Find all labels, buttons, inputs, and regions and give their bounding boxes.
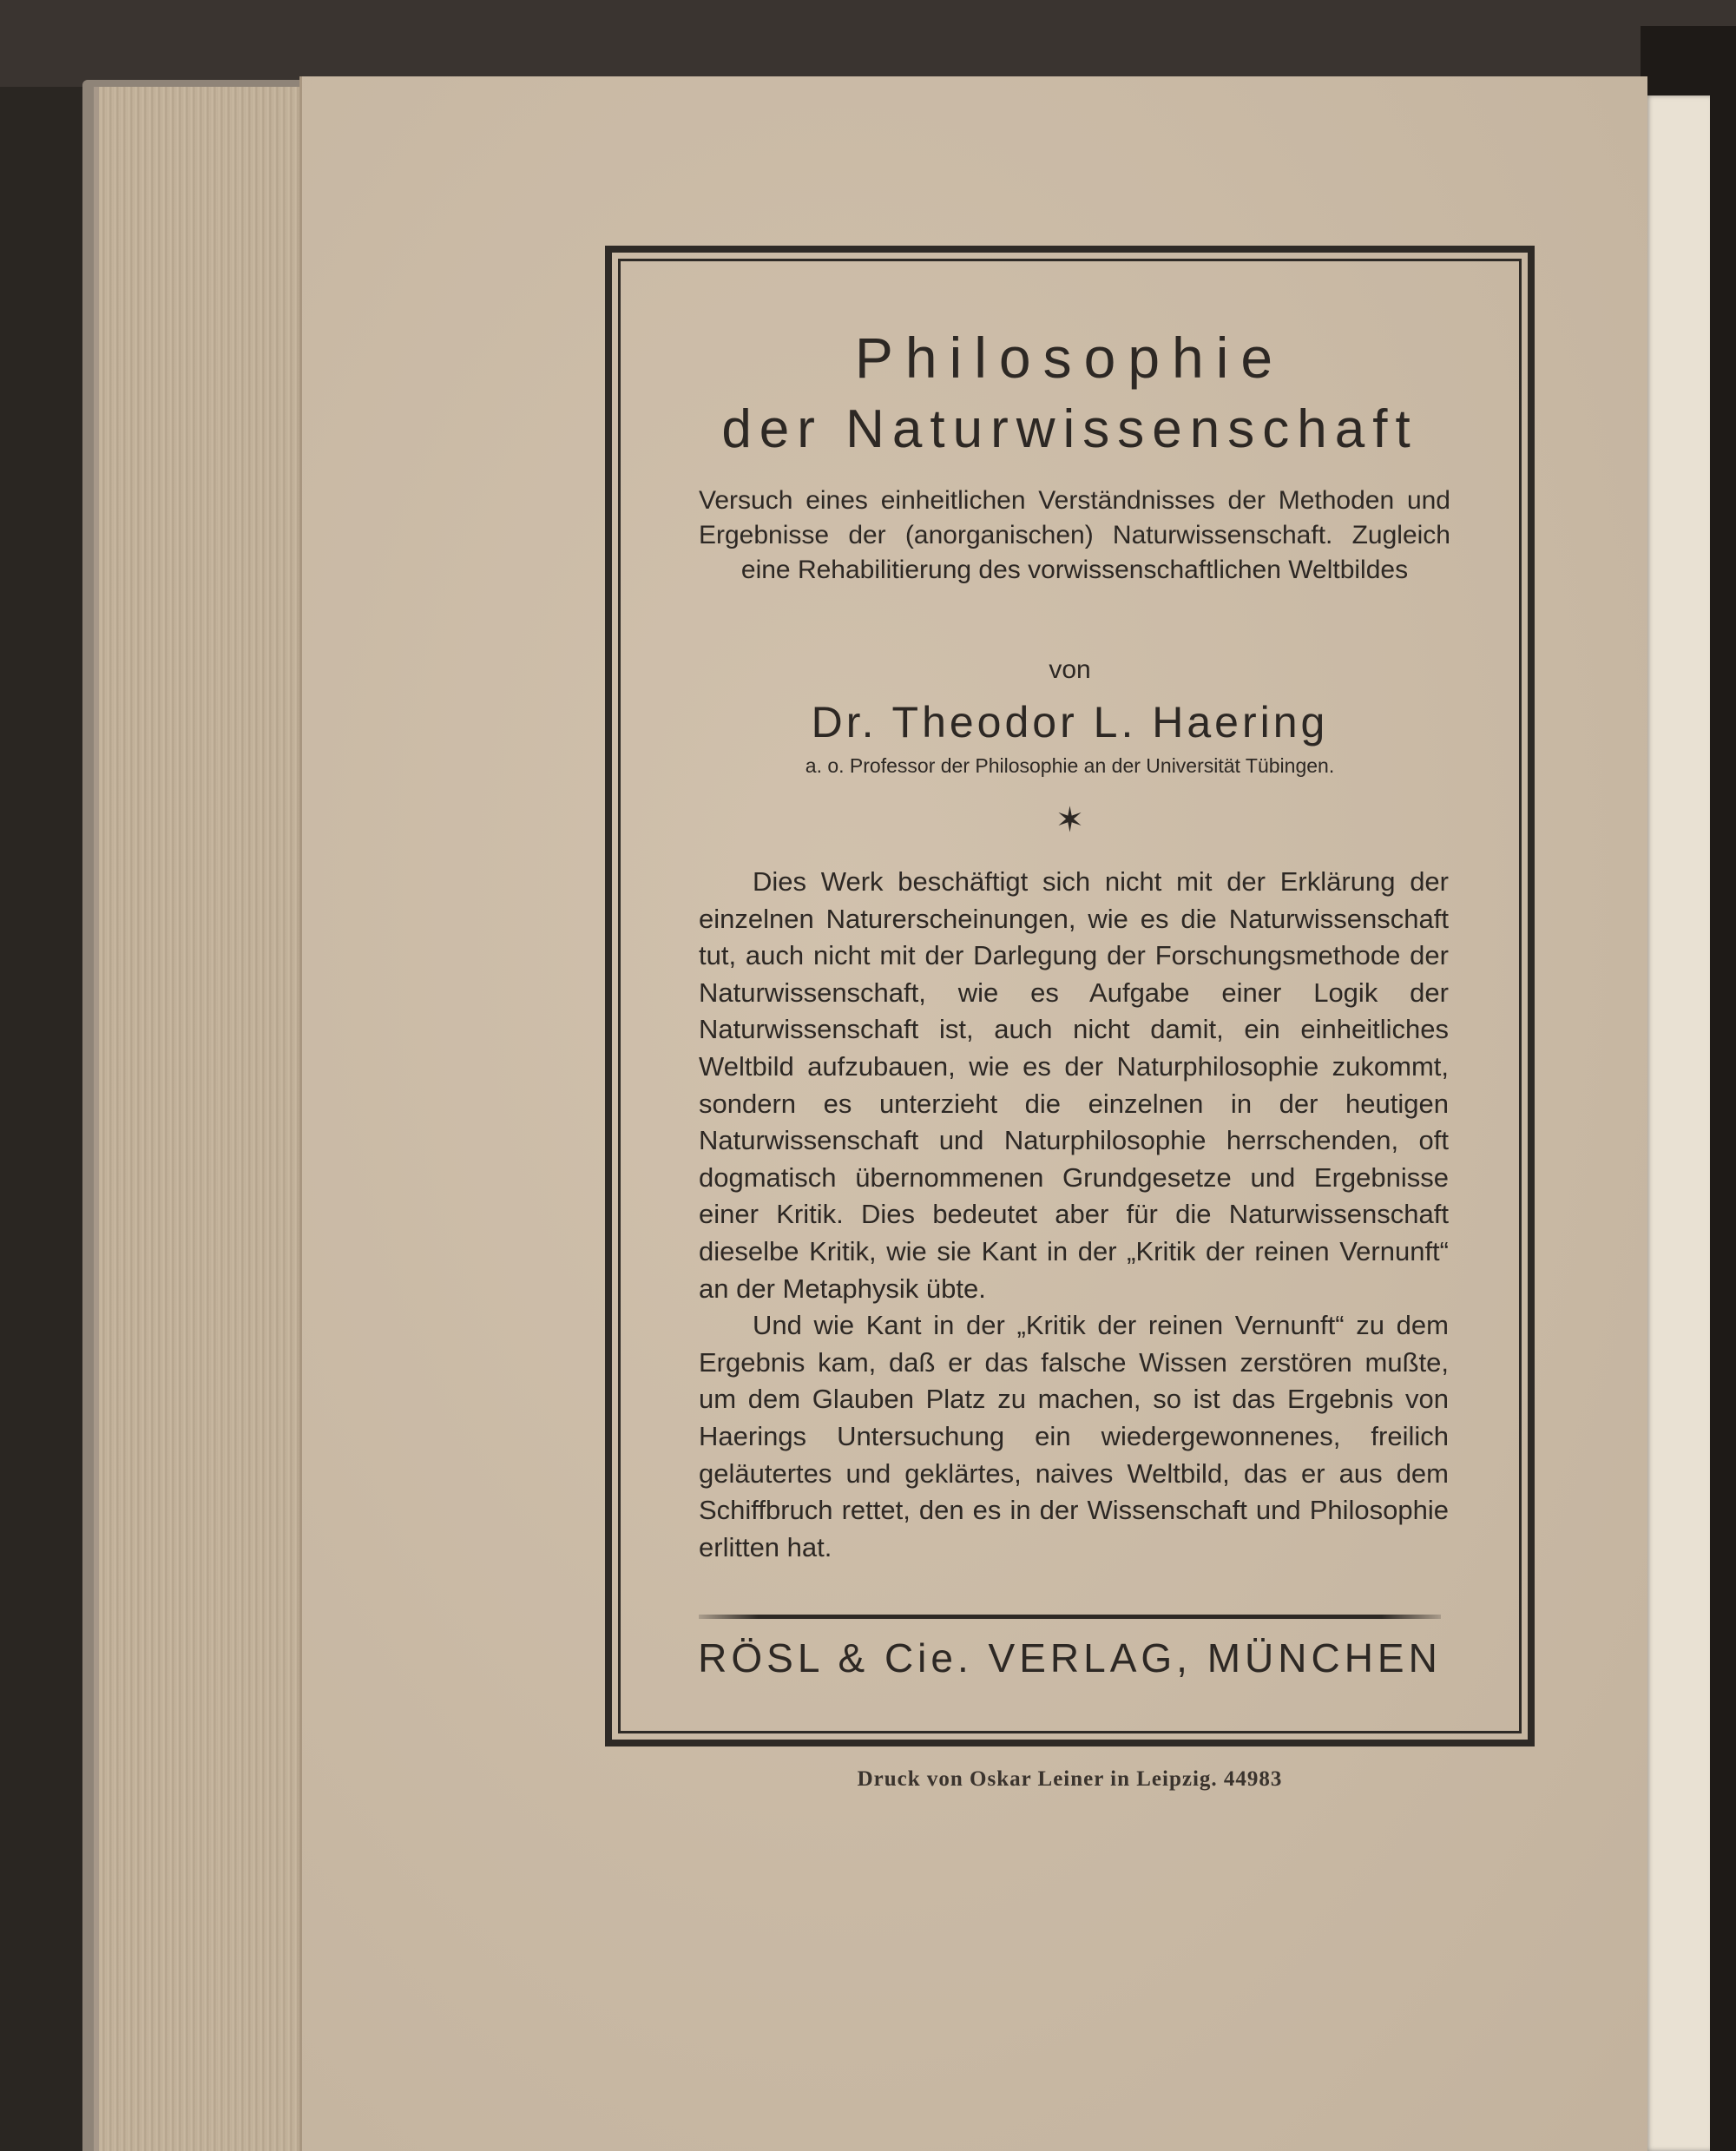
description-paragraph-2: Und wie Kant in der „Kritik der reinen Vernunft“ zu dem Ergebnis kam, daß er das falsche Wissen zerstören mußte, um dem Glauben Platz zu machen, so ist das Ergebnis von Haerings Untersuchung ein wiedergewonnenes, freilich geläutertes und geklärtes, naives Weltbild, das er aus dem Schiffbruch rettet, den es in der Wissenschaft und Philosophie erlitten hat.	[699, 1310, 1449, 1562]
book-subtitle: Versuch eines einheitlichen Verständnisses der Methoden und Ergebnisse der (anorganischen) Naturwissenschaft. Zugleich eine Rehabilitierung des vorwissenschaftlichen Weltbildes	[699, 486, 1450, 584]
author-affiliation: a. o. Professor der Philosophie an der Universität Tübingen.	[805, 754, 1335, 777]
book-title-line1: Philosophie	[854, 326, 1286, 390]
star-ornament-icon: ✶	[1055, 801, 1085, 839]
facing-page-edge	[1645, 95, 1710, 2151]
page-edges	[94, 87, 316, 2151]
printer-imprint: Druck von Oskar Leiner in Leipzig. 44983	[857, 1767, 1283, 1791]
byline-von: von	[1049, 655, 1091, 684]
publisher-name: RÖSL & Cie. VERLAG, MÜNCHEN	[698, 1635, 1442, 1681]
description-text	[699, 864, 1449, 1566]
divider-rule	[699, 1615, 1441, 1619]
description-paragraph-1: Dies Werk beschäftigt sich nicht mit der Erklärung der einzelnen Naturerscheinungen, wie es die Naturwissenschaft tut, auch nicht mit der Darlegung der Forschungsmethode der Naturwissenschaft, wie es Aufgabe einer Logik der Naturwissenschaft ist, auch nicht damit, ein einheitliches Weltbild aufzubauen, wie es der Naturphilosophie zukommt, sondern es unterzieht die einzelnen in der heutigen Naturwissenschaft und Naturphilosophie herrschenden, oft dogmatisch übernommenen Grundgesetze und Ergebnisse einer Kritik. Dies bedeutet aber für die Naturwissenschaft dieselbe Kritik, wie sie Kant in der „Kritik der reinen Vernunft“ an der Metaphysik übte.	[699, 866, 1449, 1304]
scan-background	[0, 0, 1736, 87]
book-title-line2: der Naturwissenschaft	[721, 399, 1418, 459]
author-name: Dr. Theodor L. Haering	[811, 698, 1329, 747]
